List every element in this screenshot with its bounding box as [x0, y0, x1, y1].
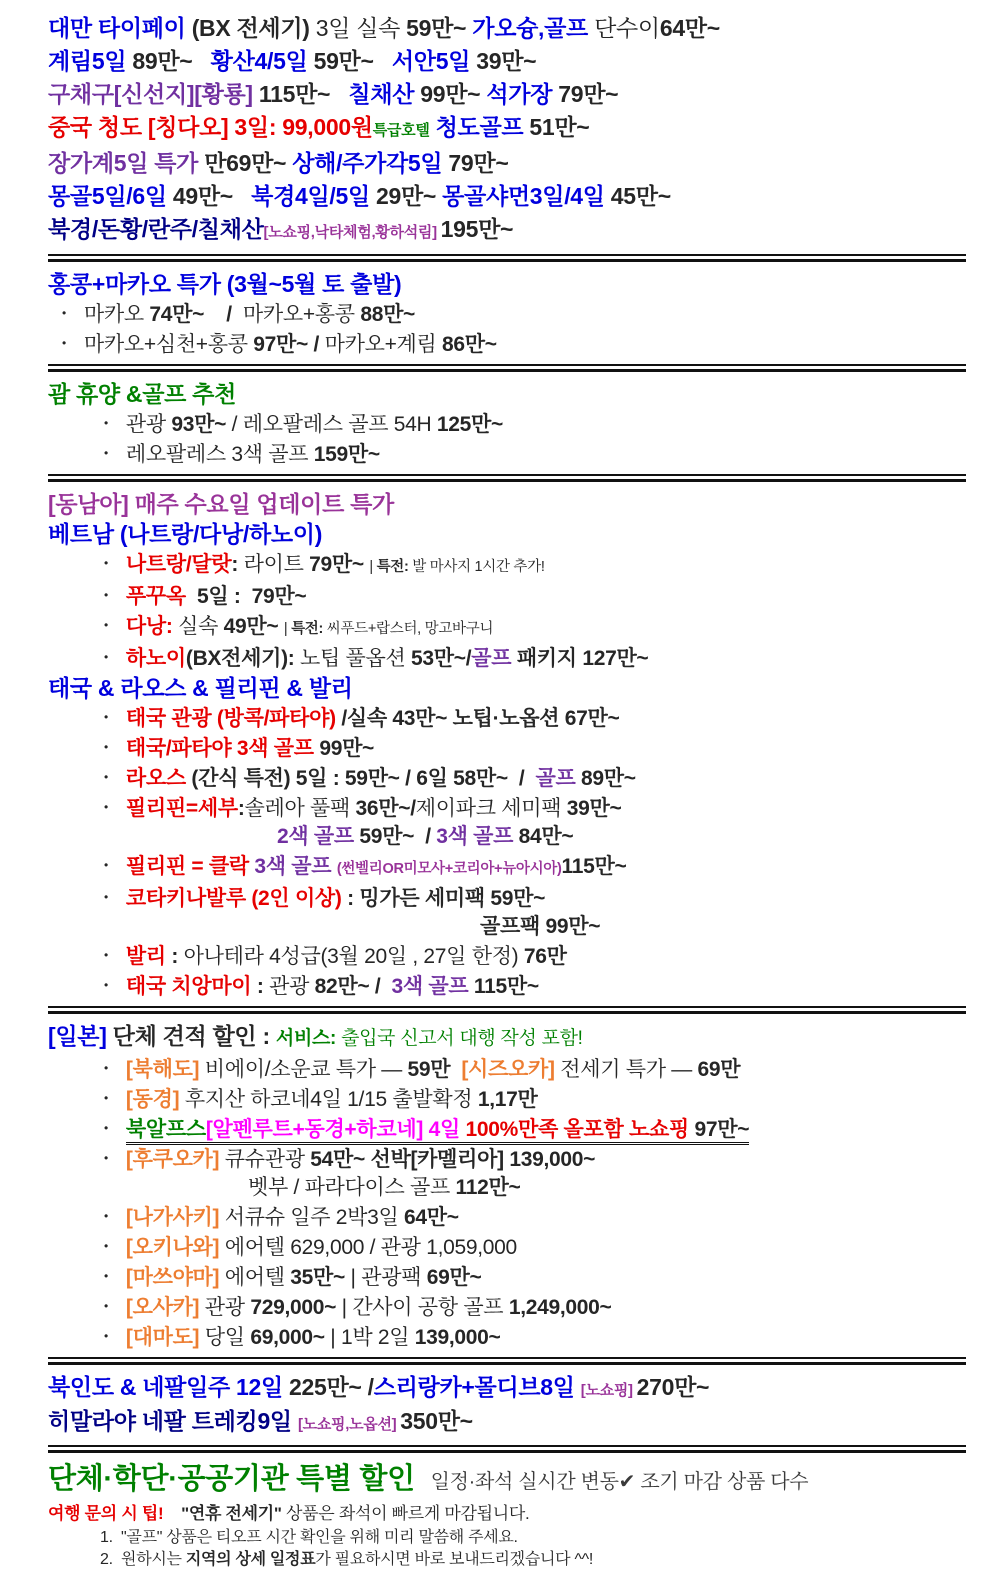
text-span: 97만~: [253, 333, 314, 356]
text-span: (BX전세기):: [185, 647, 301, 670]
text-span: 69,000~: [250, 1326, 331, 1349]
header-hongkong-macau: [48, 269, 972, 299]
bullet-cebu: [48, 793, 972, 823]
text-span: [오사카]: [125, 1296, 205, 1319]
text-span: 하노이: [125, 647, 186, 670]
text-span: 99만~: [545, 915, 601, 938]
text-span: 115만~: [561, 855, 627, 878]
divider-3: [48, 474, 966, 482]
text-span: 제이파크 세미팩: [415, 797, 567, 820]
bullet-macau: [48, 299, 972, 329]
text-span: 159만~: [313, 443, 380, 466]
text-span: (BX 전세기): [191, 15, 316, 41]
text-span: 53만~: [411, 647, 466, 670]
text-span: 특급호텔: [372, 122, 430, 139]
bullet-icon: •: [104, 1329, 108, 1343]
text-span: 마카오+심천+홍콩: [83, 333, 254, 356]
text-span: 59만~: [406, 15, 473, 41]
text-span: 79만~: [448, 150, 509, 176]
list-number: 1.: [100, 1529, 122, 1546]
text-span: 89만~: [132, 48, 211, 74]
bullet-icon: •: [104, 800, 108, 814]
bullet-macau-shenzhen: [48, 329, 972, 359]
bullet-alps: [48, 1114, 972, 1144]
text-span: 270만~: [636, 1374, 710, 1400]
text-span: /실속 43만~ 노팁·노옵션 67만~: [341, 707, 620, 730]
text-span: 푸꾸옥: [125, 585, 192, 608]
text-span: 82만~ /: [314, 975, 386, 998]
text-span: 76만: [523, 945, 567, 968]
text-span: 칠채산: [348, 81, 421, 107]
text-span: [북해도]: [125, 1058, 205, 1081]
text-span: 49만~: [223, 615, 284, 638]
text-span: 히말라야 네팔 트레킹9일: [48, 1408, 298, 1434]
text-span: |: [369, 559, 377, 575]
text-span: 79만~: [309, 553, 370, 576]
bullet-icon: •: [104, 1299, 108, 1313]
line-jiuzhaigou: [48, 78, 972, 111]
bullet-matsuyama: [48, 1262, 972, 1292]
line-qingdao: [48, 111, 972, 147]
text-span: 139,000~: [414, 1326, 501, 1349]
text-span: [일본]: [48, 1023, 113, 1049]
line-india-nepal: [48, 1372, 972, 1406]
text-span: 후지산 하코네4일 1/15 출발확정: [184, 1088, 478, 1111]
text-span: 99만~: [319, 737, 375, 760]
text-span: 74만~: [149, 303, 205, 326]
bullet-icon: •: [104, 1151, 108, 1165]
text-span: 35만~: [290, 1266, 351, 1289]
text-span: 서비스:: [275, 1028, 342, 1049]
text-span: 3일 실속: [315, 15, 407, 41]
text-span: (썬벨리OR미모사+코리아+뉴아시아): [336, 861, 562, 877]
bullet-phuquoc: [48, 581, 972, 611]
list-number: 2.: [100, 1551, 122, 1568]
text-span: 39만~: [476, 48, 537, 74]
text-span: 발 마사지 1시간 추가!: [412, 559, 545, 575]
text-span: 청도골프: [429, 114, 530, 140]
text-span: [노쇼핑,낙타체험,황하석림]: [263, 224, 441, 241]
bullet-thailand-golf: [48, 733, 972, 763]
line-tip-2: [48, 1549, 972, 1571]
bullet-thailand-tour: [48, 703, 972, 733]
underlined-text: [126, 1118, 749, 1145]
text-span: 64만~: [404, 1206, 459, 1229]
divider-4: [48, 1006, 966, 1014]
text-span: 선박[카멜리아]: [370, 1148, 510, 1171]
text-span: 코타키나발루 (2인 이상): [125, 887, 348, 910]
text-span: (간식 특전) 5일 : 59만~ / 6일 58만~ /: [191, 767, 536, 790]
text-span: 특전:: [291, 621, 327, 637]
text-span: 석가장: [486, 81, 559, 107]
bullet-okinawa: [48, 1232, 972, 1262]
text-span: 115만~: [258, 81, 349, 107]
text-span: 에어텔: [224, 1266, 291, 1289]
bullet-icon: •: [104, 446, 108, 460]
text-span: "골프" 상품은 티오프 시간 확인을 위해 미리 말씀해 주세요.: [121, 1529, 518, 1546]
text-span: [나가사키]: [125, 1206, 225, 1229]
text-span: 여행 문의 시 팁!: [48, 1504, 164, 1523]
text-span: 태국/파타야 3색 골프: [125, 737, 320, 760]
text-span: 36만~: [355, 797, 411, 820]
line-kk-golf: [48, 913, 972, 941]
text-span: 레오팔레스 3색 골프: [125, 443, 314, 466]
line-cebu-golf: [48, 823, 972, 851]
text-span: 북알프스: [125, 1118, 206, 1141]
line-tip: [48, 1501, 972, 1527]
text-span: 127만~: [582, 647, 649, 670]
text-span: 골프: [535, 767, 582, 790]
text-span: 59만: [407, 1058, 462, 1081]
line-group-discount-title: [48, 1460, 972, 1501]
line-beijing-dunhuang: [48, 213, 972, 249]
bullet-icon: •: [104, 618, 108, 632]
bullet-icon: •: [104, 770, 108, 784]
text-span: 단체 견적 할인: [112, 1023, 263, 1049]
bullet-kotakinabalu: [48, 883, 972, 913]
bullet-chiangmai: [48, 971, 972, 1001]
bullet-danang: [48, 611, 972, 643]
header-sea-update: [48, 489, 972, 519]
text-span: 45만~: [610, 183, 671, 209]
text-span: /: [425, 825, 437, 848]
bullet-nhatrang: [48, 549, 972, 581]
text-span: 레오팔레스 골프 54H: [242, 413, 437, 436]
bullet-hokkaido: [48, 1054, 972, 1084]
bullet-icon: •: [104, 948, 108, 962]
bullet-osaka: [48, 1292, 972, 1322]
text-span: 아나테라 4성급(3월 20일 , 27일 한정): [183, 945, 524, 968]
line-tip-1: [48, 1527, 972, 1549]
line-himalaya: [48, 1406, 972, 1440]
bullet-icon: •: [62, 336, 66, 350]
text-span: 관광: [204, 1296, 251, 1319]
text-span: :: [256, 975, 270, 998]
bullet-bali: [48, 941, 972, 971]
text-span: /: [465, 647, 472, 670]
line-zhangjiajie-shanghai: [48, 147, 972, 180]
bullet-icon: •: [104, 1239, 108, 1253]
line-mongolia-beijing: [48, 180, 972, 213]
text-span: 51만~: [529, 114, 590, 140]
text-span: 3색 골프: [436, 825, 519, 848]
text-span: 나트랑/달랏: [125, 553, 232, 576]
bullet-laos: [48, 763, 972, 793]
divider-2: [48, 364, 966, 372]
bullet-icon: •: [104, 1121, 108, 1135]
text-span: 큐슈관광: [224, 1148, 311, 1171]
text-span: [동경]: [125, 1088, 185, 1111]
text-span: 29만~: [376, 183, 443, 209]
text-span: :: [171, 945, 184, 968]
text-span: 태국 관광 (방콕/파타야): [125, 707, 342, 730]
text-span: 몽골5일/6일: [48, 183, 173, 209]
bullet-hanoi: [48, 643, 972, 673]
text-span: 마카오+계림: [324, 333, 443, 356]
text-span: 서안5일: [391, 48, 477, 74]
bullet-icon: •: [104, 1061, 108, 1075]
text-span: 만69만~: [204, 150, 293, 176]
text-span: 79만~: [251, 585, 307, 608]
text-span: :: [262, 1023, 276, 1049]
text-span: [알펜루트+동경+하코네] 4일: [205, 1118, 466, 1141]
divider-5: [48, 1357, 966, 1365]
text-span: 베트남 (나트랑/다낭/하노이): [48, 521, 323, 547]
text-span: 당일: [204, 1326, 251, 1349]
divider-1: [48, 254, 966, 262]
header-thailand-laos: [48, 673, 972, 703]
text-span: 3색 골프: [254, 855, 337, 878]
text-span: 다낭:: [125, 615, 179, 638]
text-span: 벳부 / 파라다이스 골프: [248, 1176, 456, 1199]
text-span: 97만~: [694, 1118, 750, 1141]
text-span: 350만~: [400, 1408, 473, 1434]
text-span: 59만~: [490, 887, 546, 910]
text-span: 지역의 상세 일정표: [185, 1551, 316, 1568]
text-span: 장가계5일 특가: [48, 150, 205, 176]
text-span: 골프: [471, 647, 517, 670]
text-span: [동남아] 매주 수요일 업데이트 특가: [48, 491, 394, 517]
bullet-guam-tour: [48, 409, 972, 439]
text-span: 1,17만: [477, 1088, 538, 1111]
bullet-icon: •: [104, 588, 108, 602]
text-span: 실속: [178, 615, 224, 638]
text-span: 125만~: [436, 413, 503, 436]
text-span: 대만 타이페이: [48, 15, 192, 41]
text-span: 1,249,000~: [508, 1296, 612, 1319]
text-span: 괌 휴양 &골프 추천: [48, 381, 237, 407]
text-span: 일정·좌석 실시간 변동✔ 조기 마감 상품 다수: [414, 1471, 809, 1493]
bullet-icon: •: [104, 740, 108, 754]
text-span: 태국 & 라오스 & 필리핀 & 발리: [48, 675, 353, 701]
text-span: 84만~: [518, 825, 574, 848]
text-span: 씨푸드+랍스터, 망고바구니: [326, 621, 494, 637]
text-span: 스리랑카+몰디브8일: [373, 1374, 581, 1400]
text-span: 북경4일/5일: [251, 183, 376, 209]
text-span: 54만~: [310, 1148, 371, 1171]
text-span: /: [410, 797, 416, 820]
text-span: 49만~: [172, 183, 252, 209]
text-span: 86만~: [442, 333, 497, 356]
text-span: /: [204, 303, 243, 326]
text-span: 195만~: [440, 216, 514, 242]
bullet-icon: •: [104, 1091, 108, 1105]
text-span: 69만: [697, 1058, 741, 1081]
text-span: 마카오: [83, 303, 150, 326]
bullet-icon: •: [62, 306, 66, 320]
text-span: 원하시는: [121, 1551, 186, 1568]
text-span: :: [237, 797, 245, 820]
text-span: 홍콩+마카오 특가 (3월~5월 토 출발): [48, 271, 402, 297]
text-span: 몽골샤먼3일/4일: [442, 183, 611, 209]
bullet-icon: •: [104, 978, 108, 992]
text-span: 솔레아 풀팩: [244, 797, 356, 820]
text-span: 729,000~: [250, 1296, 342, 1319]
header-japan: [48, 1021, 972, 1054]
text-span: 특전:: [376, 559, 413, 575]
text-span: [노쇼핑,노옵션]: [297, 1416, 401, 1433]
text-span: 라이트: [243, 553, 310, 576]
text-span: [마쓰야마]: [125, 1266, 225, 1289]
text-span: :: [231, 553, 244, 576]
text-span: 64만~: [659, 15, 720, 41]
line-taiwan-taipei: [48, 12, 972, 45]
bullet-tsushima: [48, 1322, 972, 1352]
text-span: 구채구[신선지][황룡]: [48, 81, 259, 107]
text-span: 단체·학단·공공기관 특별 할인: [48, 1463, 415, 1495]
bullet-icon: •: [104, 858, 108, 872]
text-span: 단수이: [594, 15, 660, 41]
bullet-icon: •: [104, 1209, 108, 1223]
divider-6: [48, 1445, 966, 1453]
bullet-icon: •: [104, 710, 108, 724]
text-span: 93만~: [171, 413, 232, 436]
text-span: 상해/주가각5일: [292, 150, 449, 176]
text-span: : 밍가든 세미팩: [347, 887, 491, 910]
bullet-fukuoka: [48, 1144, 972, 1174]
text-span: 북경/돈황/란주/칠채산: [48, 216, 264, 242]
text-span: "연휴 전세기": [163, 1504, 287, 1523]
bullet-icon: •: [104, 650, 108, 664]
text-span: 2색 골프: [277, 825, 360, 848]
text-span: 139,000~: [509, 1148, 596, 1171]
text-span: 5일 :: [191, 585, 252, 608]
text-span: [후쿠오카]: [125, 1148, 225, 1171]
text-span: 라오스: [125, 767, 192, 790]
line-guilin-huangshan-xian: [48, 45, 972, 78]
text-span: 필리핀 = 클락: [125, 855, 255, 878]
text-span: /: [231, 413, 243, 436]
bullet-icon: •: [104, 1269, 108, 1283]
line-beppu: [48, 1174, 972, 1202]
text-span: | 관광팩: [350, 1266, 427, 1289]
text-span: 88만~: [360, 303, 416, 326]
text-span: 계림5일: [48, 48, 133, 74]
bullet-icon: •: [104, 890, 108, 904]
text-span: 필리핀=세부: [125, 797, 238, 820]
text-span: 39만~: [566, 797, 622, 820]
text-span: 59만~: [313, 48, 392, 74]
text-span: 112만~: [455, 1176, 521, 1199]
text-span: 79만~: [558, 81, 619, 107]
text-span: 89만~: [581, 767, 636, 790]
text-span: 에어텔 629,000 / 관광 1,059,000: [224, 1236, 517, 1259]
text-span: 서큐슈 일주 2박3일: [224, 1206, 405, 1229]
text-span: | 간사이 공항 골프: [341, 1296, 509, 1319]
text-span: 225만~ /: [289, 1374, 374, 1400]
text-span: 황산4/5일: [210, 48, 314, 74]
text-span: | 1박 2일: [330, 1326, 415, 1349]
text-span: 골프팩: [480, 915, 546, 938]
text-span: 북인도 & 네팔일주 12일: [48, 1374, 289, 1400]
text-span: 태국 치앙마이: [125, 975, 257, 998]
text-span: 가오슝,골프: [472, 15, 595, 41]
text-span: /: [313, 333, 325, 356]
text-span: 출입국 신고서 대행 작성 포함!: [341, 1028, 583, 1049]
header-vietnam: [48, 519, 972, 549]
text-span: 가 필요하시면 바로 보내드리겠습니다 ^^!: [315, 1551, 594, 1568]
header-guam: [48, 379, 972, 409]
bullet-icon: •: [104, 416, 108, 430]
text-span: 상품은 좌석이 빠르게 마감됩니다.: [286, 1504, 530, 1523]
text-span: 관광: [125, 413, 172, 436]
text-span: [노쇼핑]: [580, 1382, 637, 1399]
text-span: 99만~: [420, 81, 487, 107]
text-span: 중국 청도 [칭다오] 3일: 99,000원: [48, 114, 373, 140]
text-span: [오키나와]: [125, 1236, 225, 1259]
text-span: 노팁 풀옵션: [300, 647, 412, 670]
text-span: 69만~: [426, 1266, 482, 1289]
text-span: [대마도]: [125, 1326, 205, 1349]
text-span: 100%만족 올포함 노쇼핑: [465, 1118, 695, 1141]
text-span: 115만~: [473, 975, 539, 998]
text-span: [시즈오카]: [461, 1058, 561, 1081]
bullet-clark: [48, 851, 972, 883]
text-span: 비에이/소운쿄 특가 —: [204, 1058, 408, 1081]
text-span: 관광: [269, 975, 315, 998]
bullet-icon: •: [104, 556, 108, 570]
text-span: 패키지: [516, 647, 583, 670]
text-span: 59만~: [359, 825, 426, 848]
text-span: 마카오+홍콩: [242, 303, 361, 326]
text-span: 3색 골프: [385, 975, 474, 998]
text-span: 전세기 특가 —: [560, 1058, 698, 1081]
bullet-tokyo: [48, 1084, 972, 1114]
bullet-guam-golf: [48, 439, 972, 469]
bullet-nagasaki: [48, 1202, 972, 1232]
text-span: |: [283, 621, 292, 637]
text-span: 발리: [125, 945, 172, 968]
